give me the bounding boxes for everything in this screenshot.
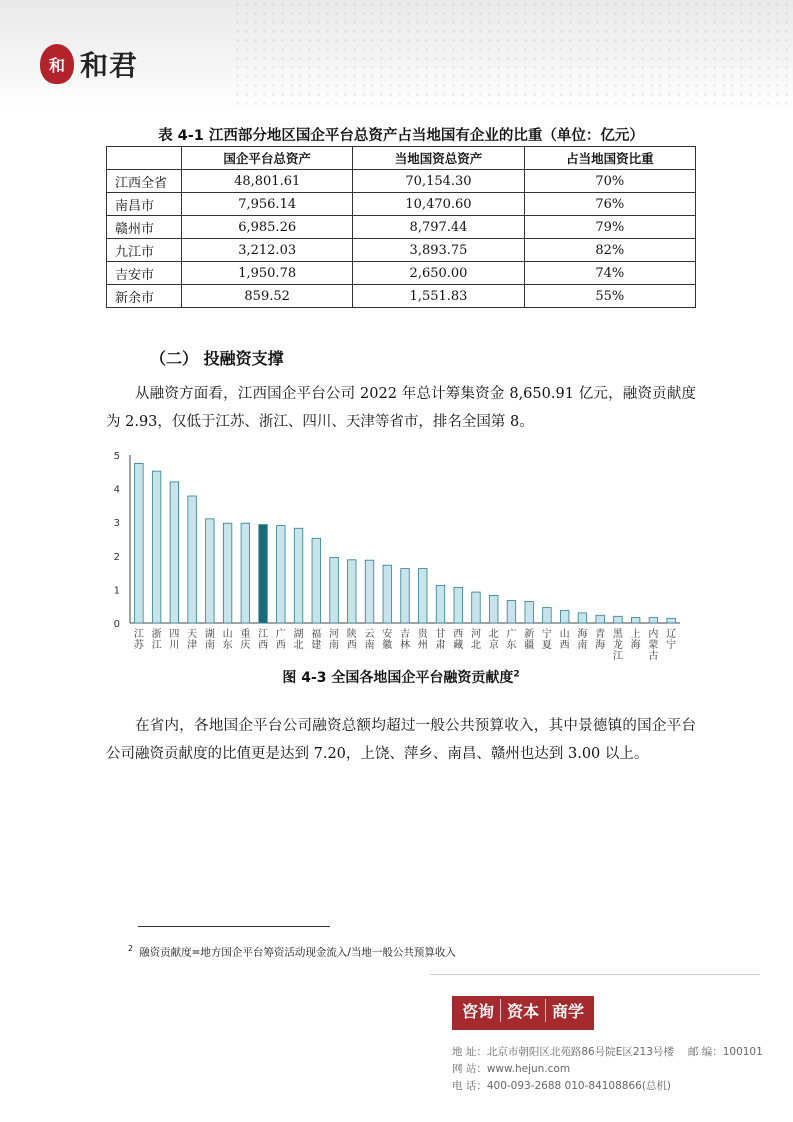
- bar-山东: [223, 523, 232, 623]
- y-tick-label: 3: [113, 518, 120, 530]
- bar-内蒙古: [649, 618, 658, 623]
- table-cell: 3,893.75: [353, 239, 524, 262]
- bar-陕西: [348, 560, 357, 623]
- table-row: [107, 216, 696, 239]
- table-row: [107, 285, 696, 308]
- x-tick-label: 吉林: [400, 629, 410, 651]
- table-cell: 新余市: [107, 285, 182, 308]
- table-cell: 2,650.00: [353, 262, 524, 285]
- table-row: [107, 193, 696, 216]
- x-tick-label: 河北: [470, 629, 481, 651]
- bar-福建: [312, 538, 321, 623]
- table-cell: 74%: [524, 262, 695, 285]
- footnote-divider: [138, 926, 330, 927]
- x-tick-label: 山西: [559, 629, 570, 651]
- table-cell: 1,551.83: [353, 285, 524, 308]
- x-tick-label: 海南: [577, 629, 588, 651]
- bar-贵州: [418, 569, 427, 623]
- footer-postcode: 邮 编：100101: [687, 1046, 763, 1058]
- x-tick-label: 湖南: [204, 629, 215, 651]
- table-cell: 6,985.26: [182, 216, 353, 239]
- footer-banner-item: 咨询: [456, 999, 501, 1022]
- x-tick-label: 云南: [364, 629, 375, 651]
- figure-caption-text: 图 4-3 全国各地国企平台融资贡献度: [282, 670, 514, 686]
- table-cell: 859.52: [182, 285, 353, 308]
- logo-seal-icon: 和: [40, 44, 74, 84]
- x-tick-label: 西藏: [453, 629, 464, 651]
- bar-湖北: [294, 528, 303, 623]
- table-cell: 70%: [524, 170, 695, 193]
- x-tick-label: 辽宁: [666, 629, 677, 651]
- bar-河北: [472, 592, 481, 623]
- table-caption: 表 4-1 江西部分地区国企平台总资产占当地国有企业的比重（单位：亿元）: [158, 128, 644, 144]
- x-tick-label: 四川: [169, 629, 180, 651]
- y-tick-label: 5: [113, 451, 120, 462]
- footer-banner: [452, 996, 594, 1030]
- bar-浙江: [152, 471, 161, 623]
- table-cell: 7,956.14: [182, 193, 353, 216]
- table-header-cell: 占当地国资比重: [524, 147, 695, 170]
- y-tick-label: 1: [113, 585, 120, 597]
- x-tick-label: 湖北: [293, 629, 304, 651]
- bar-云南: [365, 560, 374, 623]
- table-cell: 70,154.30: [353, 170, 524, 193]
- x-tick-label: 北京: [488, 629, 499, 651]
- table-header-cell: [107, 147, 182, 170]
- bar-广东: [507, 600, 516, 623]
- table-cell: 79%: [524, 216, 695, 239]
- x-tick-label: 广西: [275, 629, 286, 651]
- table-cell: 55%: [524, 285, 695, 308]
- bar-甘肃: [436, 585, 445, 623]
- y-tick-label: 4: [113, 484, 120, 496]
- table-cell: 8,797.44: [353, 216, 524, 239]
- x-tick-label: 江苏: [133, 629, 144, 651]
- table-cell: 1,950.78: [182, 262, 353, 285]
- bar-北京: [489, 595, 498, 623]
- x-tick-label: 广东: [506, 629, 517, 651]
- hejun-logo: [40, 44, 138, 84]
- footnote: [128, 944, 456, 960]
- bar-河南: [330, 557, 339, 623]
- x-tick-label: 河南: [329, 629, 340, 651]
- footer-website: 网 站：www.hejun.com: [452, 1063, 571, 1075]
- table-header-cell: 当地国资总资产: [353, 147, 524, 170]
- bar-上海: [631, 618, 640, 623]
- table-cell: 吉安市: [107, 262, 182, 285]
- x-tick-label: 福建: [311, 629, 322, 651]
- x-tick-label: 重庆: [240, 629, 251, 651]
- section-title: （二） 投融资支撑: [150, 349, 284, 368]
- x-tick-label: 新疆: [524, 629, 535, 651]
- bar-海南: [578, 613, 587, 623]
- table-header-row: [107, 147, 696, 170]
- y-tick-label: 0: [113, 619, 120, 630]
- bar-辽宁: [667, 618, 676, 623]
- assets-table: [106, 146, 696, 308]
- x-tick-label: 青海: [595, 629, 606, 651]
- x-tick-label: 安徽: [382, 629, 393, 651]
- bar-湖南: [206, 519, 215, 623]
- paragraph-province: 在省内，各地国企平台公司融资总额均超过一般公共预算收入，其中景德镇的国企平台公司融资贡献度的比值更是达到 7.20，上饶、萍乡、南昌、赣州也达到 3.00 以上。: [106, 718, 696, 762]
- x-tick-label: 黑龙江: [612, 629, 623, 662]
- table-cell: 南昌市: [107, 193, 182, 216]
- bar-广西: [277, 526, 286, 623]
- x-tick-label: 陕西: [346, 629, 357, 651]
- bar-宁夏: [543, 608, 552, 623]
- bar-新疆: [525, 601, 534, 623]
- table-cell: 九江市: [107, 239, 182, 262]
- financing-contribution-chart: [0, 445, 793, 665]
- bar-青海: [596, 615, 605, 623]
- logo-text: 和君: [80, 49, 139, 82]
- bar-天津: [188, 496, 197, 623]
- bar-四川: [170, 482, 179, 623]
- table-row: [107, 262, 696, 285]
- footer-banner-item: 商学: [552, 1002, 585, 1021]
- footer-address: 地 址：北京市朝阳区北苑路86号院E区213号楼: [452, 1046, 674, 1058]
- footnote-marker: 2: [128, 944, 134, 953]
- bar-黑龙江: [614, 616, 623, 623]
- x-tick-label: 山东: [222, 629, 233, 651]
- y-tick-label: 2: [113, 551, 120, 563]
- x-tick-label: 贵州: [417, 629, 428, 651]
- footnote-text: 融资贡献度=地方国企平台筹资活动现金流入/当地一般公共预算收入: [139, 946, 456, 959]
- table-row: [107, 239, 696, 262]
- table-cell: 江西全省: [107, 170, 182, 193]
- figure-caption-footnote-marker: 2: [513, 669, 520, 680]
- footer-address-line: [452, 1044, 763, 1061]
- header-pattern: [233, 0, 793, 110]
- x-tick-label: 内蒙古: [648, 629, 659, 662]
- x-tick-label: 上海: [630, 629, 641, 651]
- bar-山西: [560, 611, 569, 623]
- bar-吉林: [401, 569, 410, 623]
- bar-江苏: [135, 463, 144, 623]
- x-tick-label: 宁夏: [541, 629, 552, 651]
- figure-caption: [106, 667, 696, 687]
- table-cell: 76%: [524, 193, 695, 216]
- x-tick-label: 江西: [258, 629, 269, 651]
- x-tick-label: 甘肃: [435, 629, 446, 651]
- x-tick-label: 浙江: [151, 629, 162, 651]
- table-cell: 赣州市: [107, 216, 182, 239]
- bar-安徽: [383, 565, 392, 623]
- x-tick-label: 天津: [187, 629, 198, 651]
- footer-divider: [430, 974, 760, 975]
- footer-phone: 电 话：400-093-2688 010-84108866(总机): [452, 1080, 672, 1092]
- paragraph-financing: 从融资方面看，江西国企平台公司 2022 年总计筹集资金 8,650.91 亿元，融资贡献度为 2.93，仅低于江苏、浙江、四川、天津等省市，排名全国第 8。: [106, 386, 696, 430]
- table-cell: 3,212.03: [182, 239, 353, 262]
- bar-西藏: [454, 587, 463, 623]
- table-header-cell: 国企平台总资产: [182, 147, 353, 170]
- bar-重庆: [241, 523, 250, 623]
- table-cell: 48,801.61: [182, 170, 353, 193]
- table-cell: 82%: [524, 239, 695, 262]
- table-cell: 10,470.60: [353, 193, 524, 216]
- footer-contact: [452, 1044, 763, 1095]
- table-row: [107, 170, 696, 193]
- footer-banner-item: 资本: [501, 999, 546, 1022]
- bar-江西: [259, 525, 268, 623]
